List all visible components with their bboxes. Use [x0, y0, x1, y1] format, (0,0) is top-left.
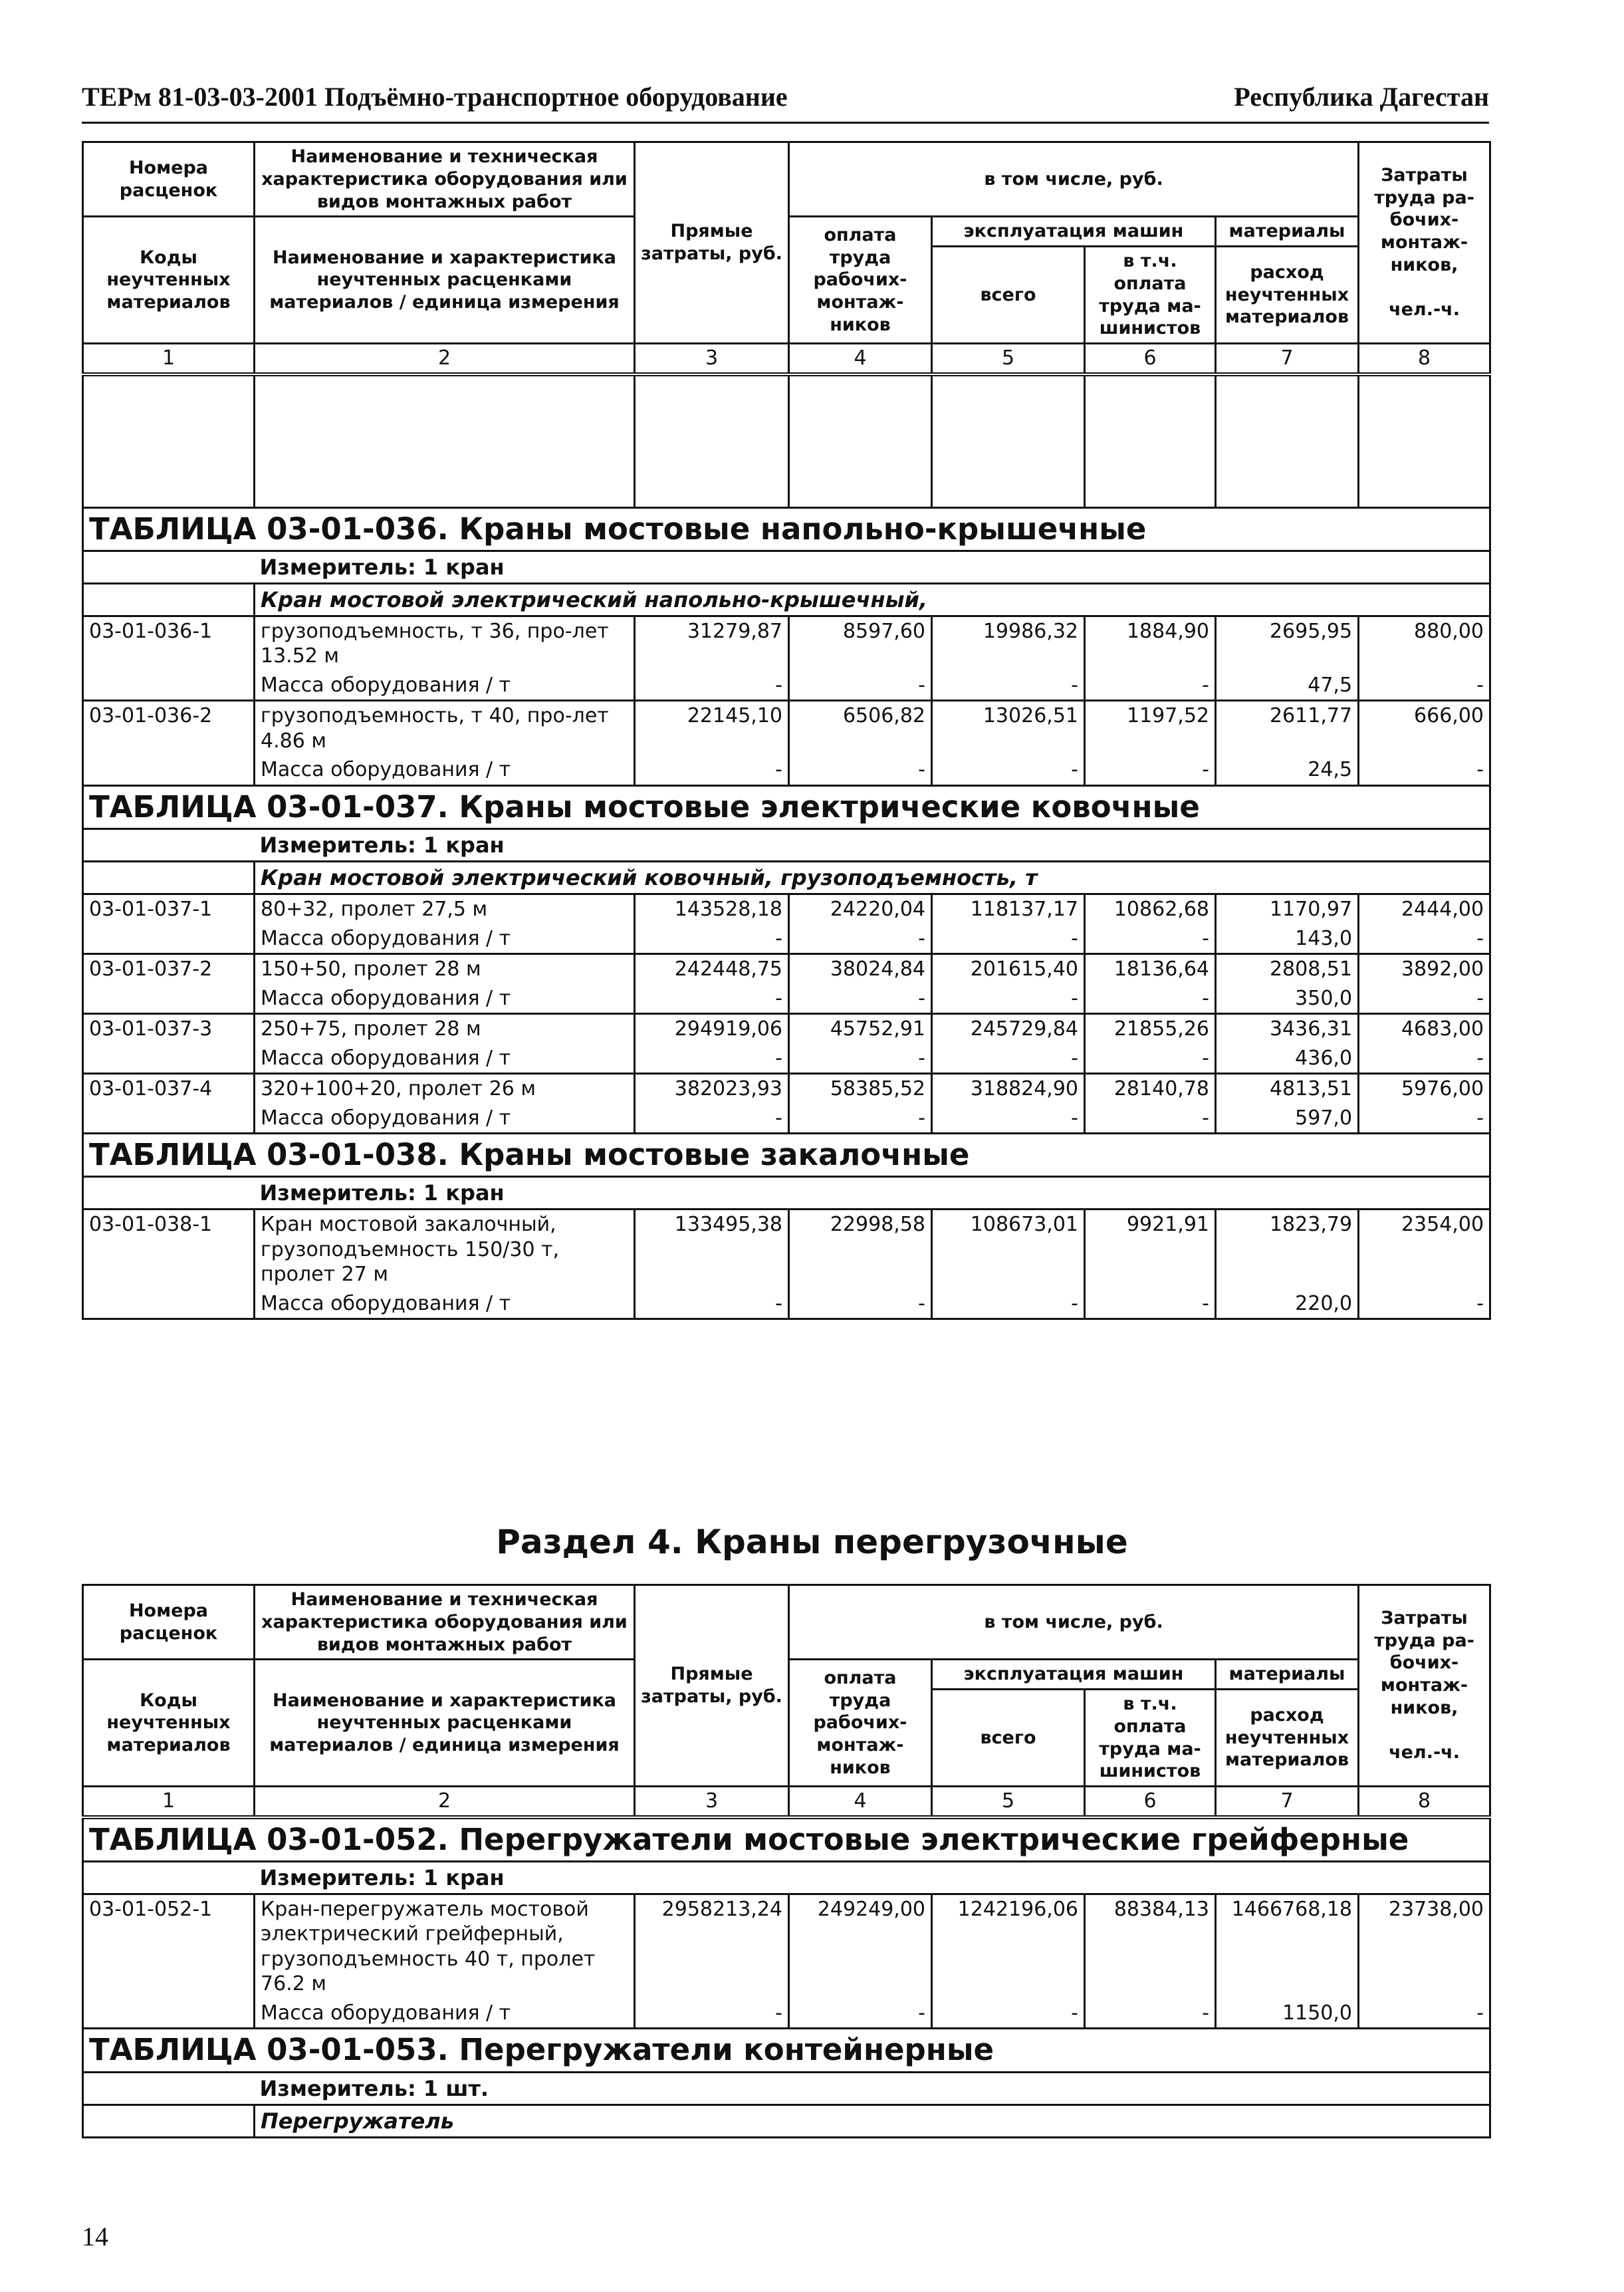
mass-value: - [789, 671, 932, 701]
mass-value: 1150,0 [1216, 1999, 1359, 2029]
mass-value: - [789, 755, 932, 785]
value-cell: 38024,84 [789, 954, 932, 984]
mass-value: - [1085, 755, 1216, 785]
mass-value: - [789, 984, 932, 1014]
header-direct-costs: Прямые затраты, руб. [635, 1585, 789, 1787]
value-cell: 22998,58 [789, 1210, 932, 1289]
mass-value: 24,5 [1216, 755, 1359, 785]
mass-value: - [789, 924, 932, 954]
header-rate-numbers: Номера расценок [83, 1585, 255, 1660]
group-heading-row [83, 2104, 1490, 2137]
rate-code: 03-01-036-1 [83, 616, 255, 671]
group-heading-row [83, 583, 1490, 616]
mass-value: - [789, 1999, 932, 2029]
value-cell: 21855,26 [1085, 1014, 1216, 1044]
table-header [83, 1585, 1490, 1817]
value-cell: 249249,00 [789, 1894, 932, 1999]
rate-name: 320+100+20, пролет 26 м [255, 1074, 635, 1104]
mass-value: - [635, 755, 789, 785]
mass-label: Масса оборудования / т [255, 671, 635, 701]
group-heading: Кран мостовой электрический напольно-крышечный, [255, 583, 1490, 616]
value-cell: 1466768,18 [1216, 1894, 1359, 1999]
header-rate-numbers: Номера расценок [83, 142, 255, 217]
mass-value: - [1085, 1289, 1216, 1319]
value-cell: 118137,17 [932, 894, 1085, 924]
group-heading: Кран мостовой электрический ковочный, грузоподъемность, т [255, 862, 1490, 894]
mass-row [83, 1104, 1490, 1134]
value-cell: 2958213,24 [635, 1894, 789, 1999]
mass-row [83, 671, 1490, 701]
value-cell: 45752,91 [789, 1014, 932, 1044]
header-including: в том числе, руб. [789, 1585, 1359, 1660]
mass-label: Масса оборудования / т [255, 924, 635, 954]
header-name: Наименование и техническая характеристика оборудования или видов монтажных работ [255, 1585, 635, 1660]
mass-row [83, 924, 1490, 954]
value-cell: 58385,52 [789, 1074, 932, 1104]
value-cell: 880,00 [1359, 616, 1490, 671]
rate-code: 03-01-038-1 [83, 1210, 255, 1289]
value-cell: 2354,00 [1359, 1210, 1490, 1289]
table-row [83, 701, 1490, 756]
value-cell: 108673,01 [932, 1210, 1085, 1289]
header-labor: Затраты труда ра-бочих-монтаж-ников, чел.-ч. [1359, 142, 1490, 344]
rate-name: 250+75, пролет 28 м [255, 1014, 635, 1044]
mass-value: - [789, 1104, 932, 1134]
page-number: 14 [82, 2222, 108, 2251]
value-cell: 2808,51 [1216, 954, 1359, 984]
table-title: ТАБЛИЦА 03-01-052. Перегружатели мостовые электрические грейферные [83, 1817, 1490, 1862]
header-machines: эксплуатация машин [932, 1660, 1216, 1690]
mass-value: - [635, 1289, 789, 1319]
table-title: ТАБЛИЦА 03-01-036. Краны мостовые напольно-крышечные [83, 507, 1490, 551]
measurement-unit: Измеритель: 1 кран [255, 1861, 1490, 1894]
mass-value: - [1359, 1044, 1490, 1074]
group-heading: Перегружатель [255, 2104, 1490, 2137]
header-materials: материалы [1216, 217, 1359, 247]
value-cell: 245729,84 [932, 1014, 1085, 1044]
mass-value: - [1359, 924, 1490, 954]
mass-row [83, 1044, 1490, 1074]
mass-value: - [1359, 671, 1490, 701]
value-cell: 28140,78 [1085, 1074, 1216, 1104]
mass-value: 47,5 [1216, 671, 1359, 701]
table-unit-row [83, 1861, 1490, 1894]
header-machines-total: всего [932, 247, 1085, 344]
mass-value: - [635, 1104, 789, 1134]
value-cell: 18136,64 [1085, 954, 1216, 984]
table-section-title [83, 2029, 1490, 2072]
header-material-names: Наименование и характеристика неучтенных расценками материалов / единица измерения [255, 217, 635, 344]
mass-value: - [789, 1289, 932, 1319]
value-cell: 4813,51 [1216, 1074, 1359, 1104]
header-material-codes: Коды неучтенных материалов [83, 217, 255, 344]
mass-value: 143,0 [1216, 924, 1359, 954]
table-row [83, 1894, 1490, 1999]
value-cell: 1242196,06 [932, 1894, 1085, 1999]
value-cell: 31279,87 [635, 616, 789, 671]
table-section-title [83, 785, 1490, 828]
rate-name: грузоподъемность, т 36, про-лет 13.52 м [255, 616, 635, 671]
value-cell: 19986,32 [932, 616, 1085, 671]
table-body [83, 374, 1490, 1319]
header-materials: материалы [1216, 1660, 1359, 1690]
rate-code: 03-01-036-2 [83, 701, 255, 756]
value-cell: 6506,82 [789, 701, 932, 756]
mass-value: - [932, 755, 1085, 785]
table-unit-row [83, 551, 1490, 583]
table-unit-row [83, 829, 1490, 862]
table-row [83, 616, 1490, 671]
mass-row [83, 984, 1490, 1014]
mass-value: - [635, 984, 789, 1014]
mass-value: 350,0 [1216, 984, 1359, 1014]
mass-value: 220,0 [1216, 1289, 1359, 1319]
rate-code: 03-01-052-1 [83, 1894, 255, 1999]
value-cell: 24220,04 [789, 894, 932, 924]
mass-value: - [1085, 1104, 1216, 1134]
mass-value: - [932, 1999, 1085, 2029]
measurement-unit: Измеритель: 1 кран [255, 1177, 1490, 1210]
header-worker-pay: оплата труда рабочих-монтаж-ников [789, 1660, 932, 1787]
value-cell: 1884,90 [1085, 616, 1216, 671]
rates-table-bottom [82, 1584, 1491, 2138]
mass-label: Масса оборудования / т [255, 1104, 635, 1134]
mass-value: - [932, 1104, 1085, 1134]
table-row [83, 1210, 1490, 1289]
section-title: Раздел 4. Краны перегрузочные [496, 1523, 1128, 1561]
value-cell: 2611,77 [1216, 701, 1359, 756]
value-cell: 201615,40 [932, 954, 1085, 984]
mass-value: - [1359, 1104, 1490, 1134]
table-row [83, 1014, 1490, 1044]
header-worker-pay: оплата труда рабочих-монтаж-ников [789, 217, 932, 344]
mass-value: - [1359, 984, 1490, 1014]
mass-value: - [1085, 671, 1216, 701]
value-cell: 318824,90 [932, 1074, 1085, 1104]
value-cell: 666,00 [1359, 701, 1490, 756]
mass-row [83, 1289, 1490, 1319]
mass-value: 436,0 [1216, 1044, 1359, 1074]
measurement-unit: Измеритель: 1 шт. [255, 2072, 1490, 2104]
value-cell: 9921,91 [1085, 1210, 1216, 1289]
value-cell: 13026,51 [932, 701, 1085, 756]
rate-name: Кран-перегружатель мостовой электрический грейферный, грузоподъемность 40 т, пролет 76.2 м [255, 1894, 635, 1999]
value-cell: 1170,97 [1216, 894, 1359, 924]
header-including: в том числе, руб. [789, 142, 1359, 217]
mass-value: - [932, 1289, 1085, 1319]
header-machinist-pay: в т.ч. оплата труда ма-шинистов [1085, 247, 1216, 344]
table-section-title [83, 1134, 1490, 1177]
value-cell: 1823,79 [1216, 1210, 1359, 1289]
table-unit-row [83, 1177, 1490, 1210]
mass-value: - [932, 924, 1085, 954]
rate-name: 80+32, пролет 27,5 м [255, 894, 635, 924]
header-machines-total: всего [932, 1690, 1085, 1787]
table-section-title [83, 1817, 1490, 1862]
table-row [83, 894, 1490, 924]
group-heading-row [83, 862, 1490, 894]
value-cell: 3892,00 [1359, 954, 1490, 984]
mass-value: - [635, 924, 789, 954]
table-title: ТАБЛИЦА 03-01-038. Краны мостовые закалочные [83, 1134, 1490, 1177]
table-title: ТАБЛИЦА 03-01-053. Перегружатели контейнерные [83, 2029, 1490, 2072]
value-cell: 4683,00 [1359, 1014, 1490, 1044]
header-material-codes: Коды неучтенных материалов [83, 1660, 255, 1787]
mass-value: - [635, 671, 789, 701]
rate-code: 03-01-037-3 [83, 1014, 255, 1044]
value-cell: 3436,31 [1216, 1014, 1359, 1044]
mass-label: Масса оборудования / т [255, 755, 635, 785]
rate-name: Кран мостовой закалочный, грузоподъемность 150/30 т, пролет 27 м [255, 1210, 635, 1289]
header-material-names: Наименование и характеристика неучтенных расценками материалов / единица измерения [255, 1660, 635, 1787]
mass-value: - [1085, 924, 1216, 954]
rate-code: 03-01-037-4 [83, 1074, 255, 1104]
mass-value: 597,0 [1216, 1104, 1359, 1134]
mass-value: - [1359, 1289, 1490, 1319]
mass-row [83, 1999, 1490, 2029]
mass-value: - [1085, 1999, 1216, 2029]
table-row [83, 954, 1490, 984]
table-row [83, 1074, 1490, 1104]
mass-value: - [635, 1999, 789, 2029]
value-cell: 143528,18 [635, 894, 789, 924]
value-cell: 242448,75 [635, 954, 789, 984]
mass-value: - [1085, 1044, 1216, 1074]
mass-value: - [932, 671, 1085, 701]
header-machinist-pay: в т.ч. оплата труда ма-шинистов [1085, 1690, 1216, 1787]
table-header [83, 142, 1490, 374]
value-cell: 2444,00 [1359, 894, 1490, 924]
rate-name: 150+50, пролет 28 м [255, 954, 635, 984]
measurement-unit: Измеритель: 1 кран [255, 829, 1490, 862]
mass-value: - [789, 1044, 932, 1074]
column-numbers: 1 2 3 4 5 6 7 8 [83, 1787, 1490, 1817]
header-material-consumption: расход неучтенных материалов [1216, 1690, 1359, 1787]
header-name: Наименование и техническая характеристика оборудования или видов монтажных работ [255, 142, 635, 217]
mass-label: Масса оборудования / т [255, 1999, 635, 2029]
region-name: Республика Дагестан [1234, 82, 1489, 112]
mass-label: Масса оборудования / т [255, 1289, 635, 1319]
value-cell: 5976,00 [1359, 1074, 1490, 1104]
value-cell: 382023,93 [635, 1074, 789, 1104]
measurement-unit: Измеритель: 1 кран [255, 551, 1490, 583]
header-rule [82, 122, 1489, 124]
mass-value: - [1085, 984, 1216, 1014]
column-numbers: 1 2 3 4 5 6 7 8 [83, 344, 1490, 374]
value-cell: 1197,52 [1085, 701, 1216, 756]
rate-code: 03-01-037-1 [83, 894, 255, 924]
header-material-consumption: расход неучтенных материалов [1216, 247, 1359, 344]
page-header [82, 73, 1489, 120]
value-cell: 88384,13 [1085, 1894, 1216, 1999]
value-cell: 10862,68 [1085, 894, 1216, 924]
mass-label: Масса оборудования / т [255, 1044, 635, 1074]
mass-value: - [635, 1044, 789, 1074]
table-body [83, 1817, 1490, 2138]
mass-value: - [1359, 1999, 1490, 2029]
value-cell: 2695,95 [1216, 616, 1359, 671]
table-unit-row [83, 2072, 1490, 2104]
table-section-title [83, 507, 1490, 551]
empty-row [83, 374, 1490, 508]
value-cell: 23738,00 [1359, 1894, 1490, 1999]
value-cell: 133495,38 [635, 1210, 789, 1289]
rate-name: грузоподъемность, т 40, про-лет 4.86 м [255, 701, 635, 756]
value-cell: 8597,60 [789, 616, 932, 671]
rates-table-top [82, 141, 1491, 1320]
mass-value: - [932, 984, 1085, 1014]
mass-value: - [1359, 755, 1490, 785]
document-title: ТЕРм 81-03-03-2001 Подъёмно-транспортное оборудование [82, 82, 788, 112]
rate-code: 03-01-037-2 [83, 954, 255, 984]
table-title: ТАБЛИЦА 03-01-037. Краны мостовые электрические ковочные [83, 785, 1490, 828]
header-machines: эксплуатация машин [932, 217, 1216, 247]
header-labor: Затраты труда ра-бочих-монтаж-ников, чел.-ч. [1359, 1585, 1490, 1787]
mass-value: - [932, 1044, 1085, 1074]
header-direct-costs: Прямые затраты, руб. [635, 142, 789, 344]
mass-row [83, 755, 1490, 785]
mass-label: Масса оборудования / т [255, 984, 635, 1014]
value-cell: 294919,06 [635, 1014, 789, 1044]
value-cell: 22145,10 [635, 701, 789, 756]
